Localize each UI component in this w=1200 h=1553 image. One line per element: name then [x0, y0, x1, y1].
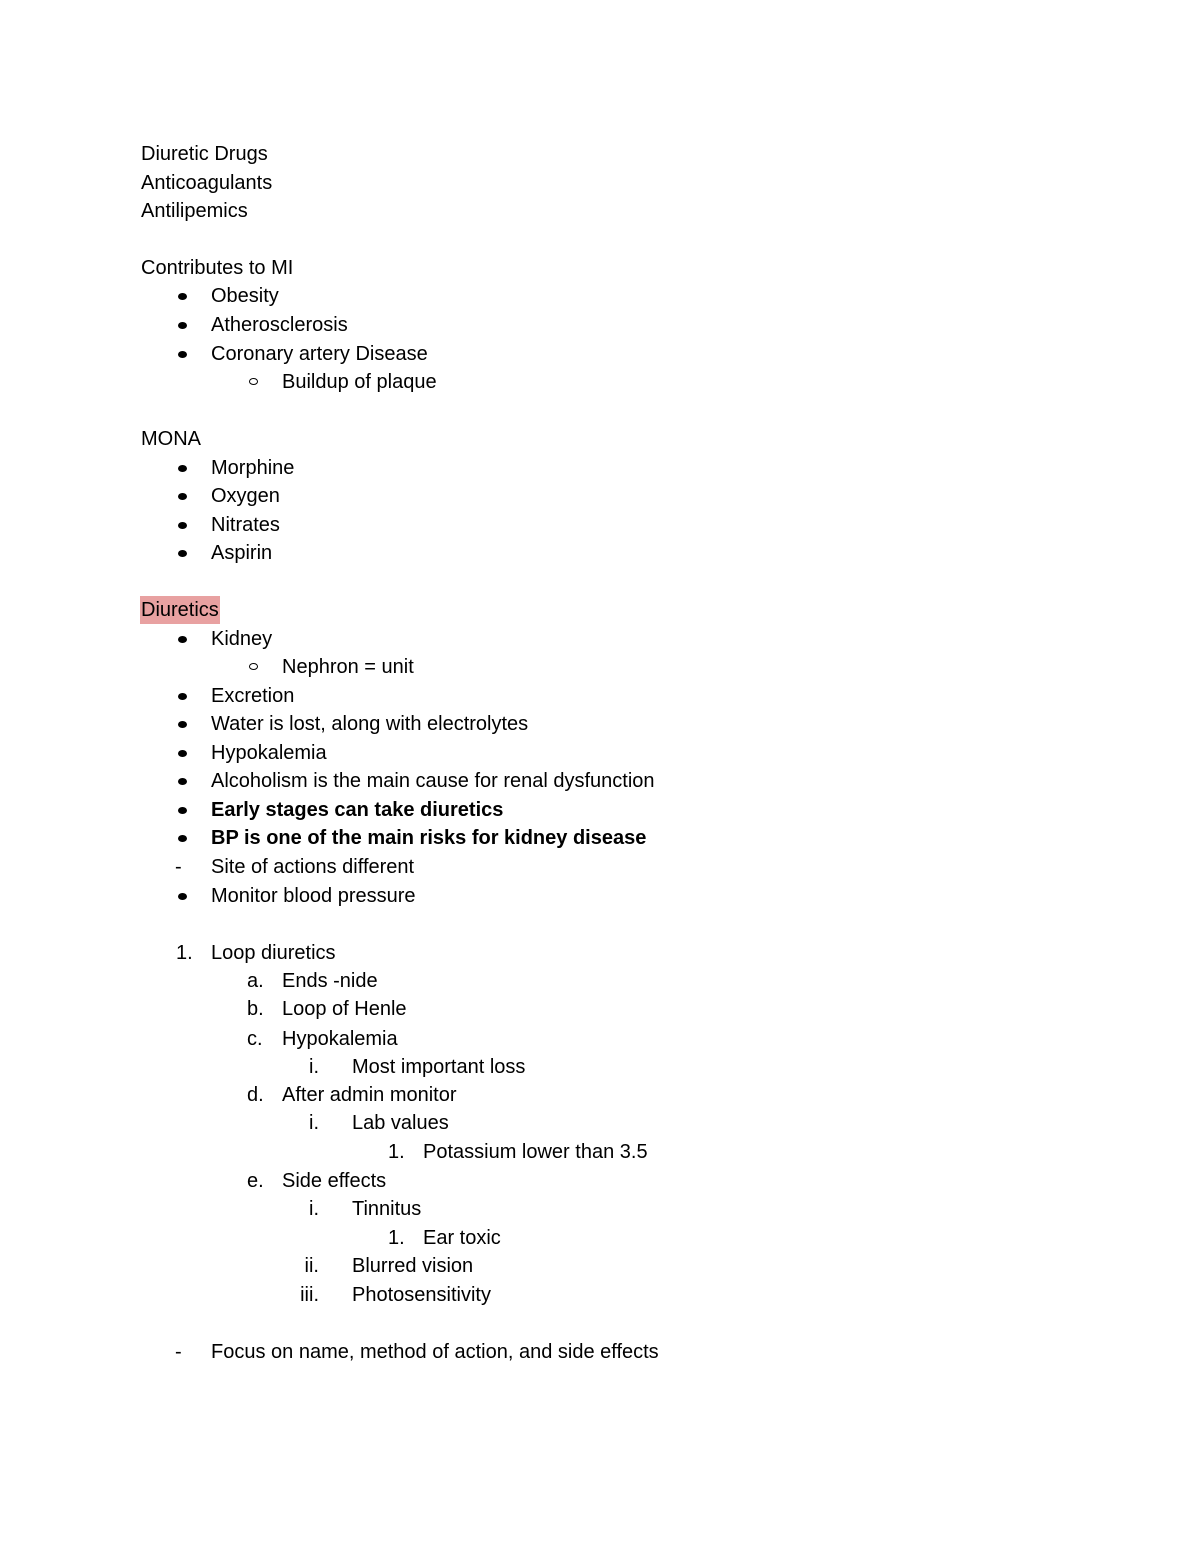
- bullet-icon: [178, 636, 187, 643]
- bullet-icon: [178, 550, 187, 557]
- list-item-text: BP is one of the main risks for kidney disease: [211, 827, 647, 849]
- hollow-bullet-icon: [249, 663, 258, 670]
- mi-heading: Contributes to MI: [141, 257, 294, 279]
- bullet-icon: [178, 522, 187, 529]
- bullet-icon: [178, 778, 187, 785]
- header-line-2: Anticoagulants: [141, 172, 273, 194]
- list-item-text: Buildup of plaque: [282, 371, 437, 393]
- list-marker: 1.: [388, 1227, 405, 1249]
- list-marker: ii.: [304, 1255, 319, 1277]
- list-marker: d.: [247, 1084, 264, 1106]
- list-item-text: Kidney: [211, 628, 273, 650]
- list-item-text: Tinnitus: [352, 1198, 422, 1220]
- list-item-text: Nitrates: [211, 514, 280, 536]
- bullet-icon: [178, 465, 187, 472]
- list-marker: i.: [309, 1112, 319, 1134]
- header-line-3: Antilipemics: [141, 200, 248, 222]
- list-marker: iii.: [300, 1284, 319, 1306]
- list-item-text: Ends -nide: [282, 970, 378, 992]
- list-item-text: Coronary artery Disease: [211, 343, 428, 365]
- list-item-text: Side effects: [282, 1170, 387, 1192]
- bullet-icon: [178, 893, 187, 900]
- bullet-icon: [178, 351, 187, 358]
- diuretics-heading: Diuretics: [140, 596, 220, 624]
- list-item-text: Monitor blood pressure: [211, 885, 416, 907]
- list-item-text: Loop of Henle: [282, 998, 407, 1020]
- dash-marker: -: [175, 856, 182, 878]
- list-item-text: Aspirin: [211, 542, 273, 564]
- list-marker: i.: [309, 1056, 319, 1078]
- list-item-text: Early stages can take diuretics: [211, 799, 504, 821]
- list-marker: b.: [247, 998, 264, 1020]
- list-item-text: Obesity: [211, 285, 279, 307]
- list-item-text: Excretion: [211, 685, 295, 707]
- list-marker: i.: [309, 1198, 319, 1220]
- list-item-text: Hypokalemia: [211, 742, 327, 764]
- list-item-text: Hypokalemia: [282, 1028, 398, 1050]
- list-item-text: Site of actions different: [211, 856, 415, 878]
- bullet-icon: [178, 750, 187, 757]
- list-item-text: After admin monitor: [282, 1084, 457, 1106]
- list-item-text: Lab values: [352, 1112, 449, 1134]
- bullet-icon: [178, 322, 187, 329]
- bullet-icon: [178, 835, 187, 842]
- list-item-text: Water is lost, along with electrolytes: [211, 713, 529, 735]
- list-item-text: Atherosclerosis: [211, 314, 348, 336]
- list-marker: 1.: [388, 1141, 405, 1163]
- list-item-text: Potassium lower than 3.5: [423, 1141, 648, 1163]
- list-item-text: Blurred vision: [352, 1255, 474, 1277]
- bullet-icon: [178, 807, 187, 814]
- list-marker: a.: [247, 970, 264, 992]
- list-item-text: Nephron = unit: [282, 656, 414, 678]
- list-marker: e.: [247, 1170, 264, 1192]
- bullet-icon: [178, 293, 187, 300]
- list-item-text: Photosensitivity: [352, 1284, 491, 1306]
- dash-marker: -: [175, 1341, 182, 1363]
- mona-heading: MONA: [141, 428, 201, 450]
- bullet-icon: [178, 721, 187, 728]
- list-item-text: Ear toxic: [423, 1227, 501, 1249]
- list-item-text: Most important loss: [352, 1056, 526, 1078]
- bullet-icon: [178, 693, 187, 700]
- list-item-text: Morphine: [211, 457, 295, 479]
- header-line-1: Diuretic Drugs: [141, 143, 268, 165]
- hollow-bullet-icon: [249, 378, 258, 385]
- list-item-text: Focus on name, method of action, and side effects: [211, 1341, 659, 1363]
- list-item-text: Alcoholism is the main cause for renal dysfunction: [211, 770, 655, 792]
- list-item-text: Oxygen: [211, 485, 280, 507]
- list-marker: 1.: [176, 942, 193, 964]
- list-item-text: Loop diuretics: [211, 942, 336, 964]
- bullet-icon: [178, 493, 187, 500]
- list-marker: c.: [247, 1028, 263, 1050]
